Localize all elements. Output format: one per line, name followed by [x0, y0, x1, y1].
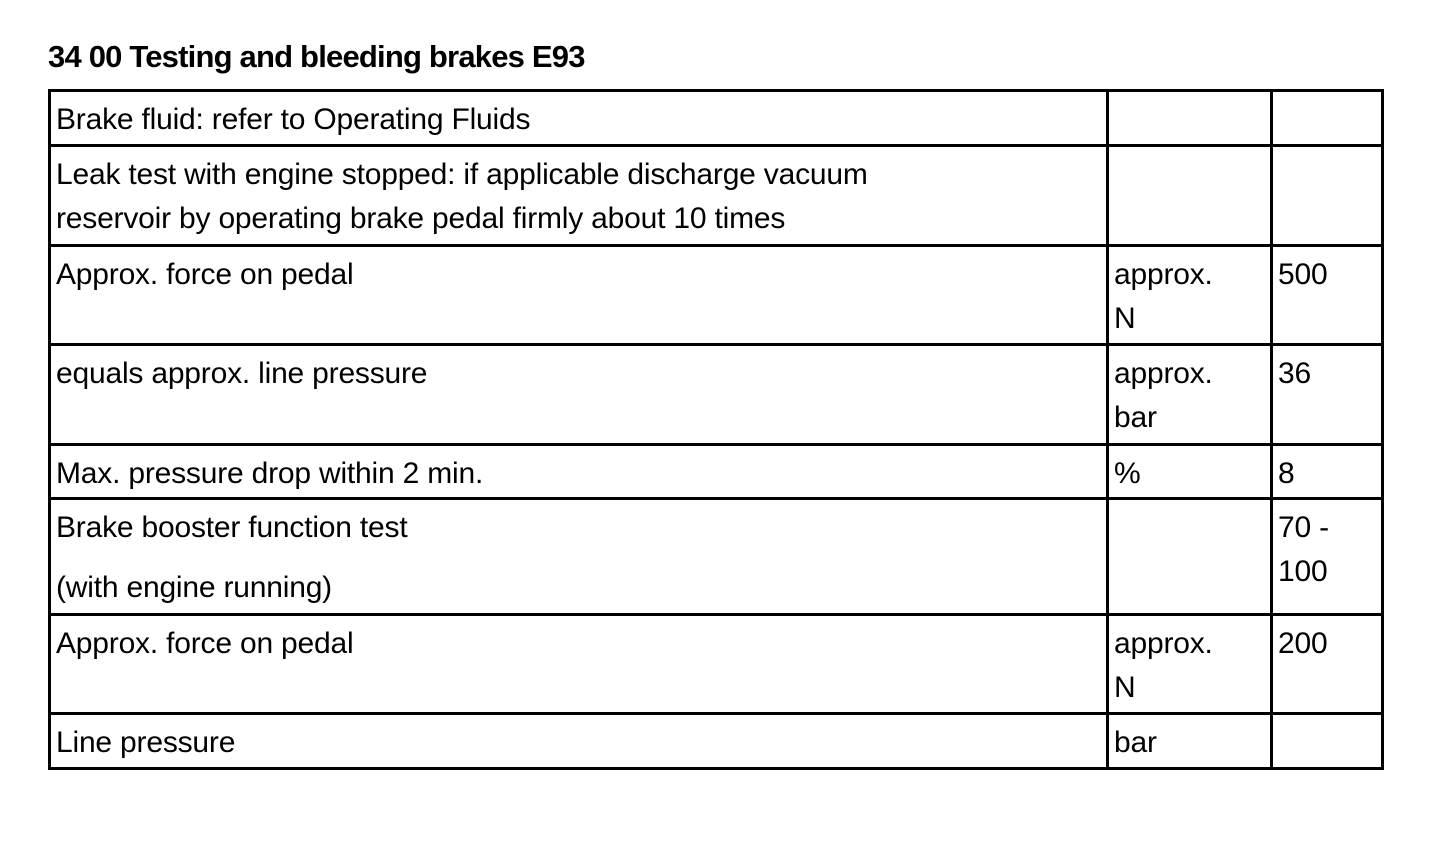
description-cell: [50, 499, 1108, 615]
description-line: Brake booster function test: [56, 511, 408, 544]
description-cell: Line pressure: [50, 714, 1108, 769]
value-cell: [1272, 714, 1383, 769]
value-cell: 500: [1272, 246, 1383, 345]
description-cell: Approx. force on pedal: [50, 246, 1108, 345]
unit-cell: [1108, 499, 1272, 615]
unit-line: bar: [1114, 401, 1157, 434]
unit-cell: [1108, 146, 1272, 246]
description-subline: (with engine running): [56, 571, 332, 604]
unit-cell: [1108, 615, 1272, 714]
description-cell: Brake fluid: refer to Operating Fluids: [50, 91, 1108, 146]
table-row: [50, 345, 1383, 445]
table-row: [50, 91, 1383, 146]
brake-spec-table: [48, 89, 1384, 770]
description-line: reservoir by operating brake pedal firmly about 10 times: [56, 202, 786, 235]
unit-cell: [1108, 246, 1272, 345]
table-row: [50, 714, 1383, 769]
value-line: 100: [1278, 555, 1328, 588]
value-cell: [1272, 499, 1383, 615]
description-cell: equals approx. line pressure: [50, 345, 1108, 445]
description-line: Leak test with engine stopped: if applicable discharge vacuum: [56, 158, 868, 191]
unit-line: N: [1114, 302, 1136, 335]
unit-line: approx.: [1114, 258, 1213, 291]
value-cell: 36: [1272, 345, 1383, 445]
description-cell: [50, 146, 1108, 246]
unit-line: approx.: [1114, 627, 1213, 660]
page-title: 34 00 Testing and bleeding brakes E93: [48, 39, 585, 74]
unit-line: N: [1114, 671, 1136, 704]
description-cell: Max. pressure drop within 2 min.: [50, 445, 1108, 499]
table-row: [50, 445, 1383, 499]
table-row: [50, 499, 1383, 615]
description-cell: Approx. force on pedal: [50, 615, 1108, 714]
value-line: 70 -: [1278, 511, 1329, 544]
value-cell: [1272, 91, 1383, 146]
unit-cell: [1108, 91, 1272, 146]
unit-line: approx.: [1114, 357, 1213, 390]
table-row: [50, 246, 1383, 345]
value-cell: 8: [1272, 445, 1383, 499]
table-row: [50, 146, 1383, 246]
unit-cell: %: [1108, 445, 1272, 499]
unit-cell: [1108, 345, 1272, 445]
table-row: [50, 615, 1383, 714]
value-cell: [1272, 146, 1383, 246]
value-cell: 200: [1272, 615, 1383, 714]
unit-cell: bar: [1108, 714, 1272, 769]
